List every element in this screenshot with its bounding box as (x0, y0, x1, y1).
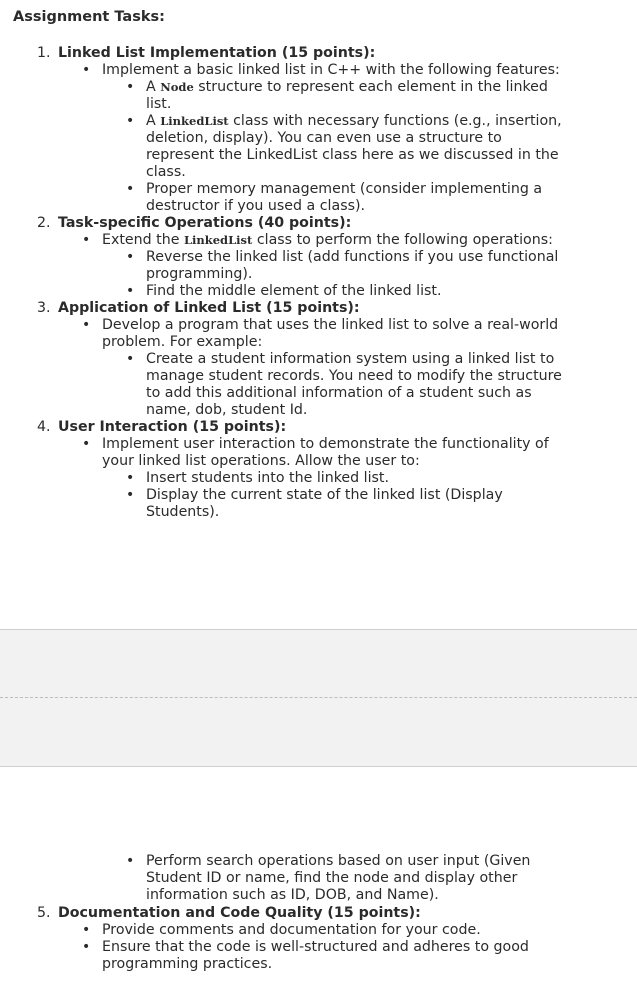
task-4-sub-1: Insert students into the linked list. (146, 470, 389, 486)
task-1-sub-1-line-2: list. (146, 96, 172, 112)
task-5-bullet-2-line-2: programming practices. (102, 956, 273, 972)
task-3-sub-1-line-3: to add this additional information of a student such as (146, 385, 532, 401)
task-2-number: 2. (37, 215, 51, 231)
task-1-number: 1. (37, 45, 51, 61)
task-3-sub-1-line-4: name, dob, student Id. (146, 402, 308, 418)
page-break-bottom (0, 698, 637, 767)
bullet-icon: • (126, 487, 135, 503)
task-1-sub-3-line-2: destructor if you used a class). (146, 198, 366, 214)
task-2-sub-1-line-1: Reverse the linked list (add functions if you use functional (146, 249, 559, 265)
task-3-bullet-1-line-1: Develop a program that uses the linked list to solve a real-world (102, 317, 559, 333)
task-3-title: Application of Linked List (15 points): (58, 300, 360, 316)
bullet-icon: • (126, 113, 135, 129)
bullet-icon: • (82, 436, 91, 452)
task-3-bullet-1-line-2: problem. For example: (102, 334, 263, 350)
task-4-sub-3-line-3: information such as ID, DOB, and Name). (146, 887, 439, 903)
bullet-icon: • (126, 249, 135, 265)
bullet-icon: • (126, 853, 135, 869)
bullet-icon: • (82, 232, 91, 248)
task-2-bullet-1: Extend the LinkedList class to perform the following operations: (102, 232, 553, 248)
task-3-number: 3. (37, 300, 51, 316)
task-1-sub-2-line-4: class. (146, 164, 186, 180)
task-4-sub-2-line-2: Students). (146, 504, 220, 520)
node-code: Node (160, 80, 194, 94)
task-5-title: Documentation and Code Quality (15 points): (58, 905, 421, 921)
task-5-number: 5. (37, 905, 51, 921)
task-1-sub-2-line-2: deletion, display). You can even use a structure to (146, 130, 502, 146)
task-4-bullet-1-line-2: your linked list operations. Allow the user to: (102, 453, 420, 469)
bullet-icon: • (82, 939, 91, 955)
task-3-sub-1-line-2: manage student records. You need to modify the structure (146, 368, 562, 384)
task-1-sub-1-line-1: A Node structure to represent each element in the linked (146, 79, 548, 95)
task-4-sub-2-line-1: Display the current state of the linked list (Display (146, 487, 503, 503)
task-1-bullet-1: Implement a basic linked list in C++ with the following features: (102, 62, 560, 78)
task-4-sub-3-line-1: Perform search operations based on user input (Given (146, 853, 531, 869)
page-heading: Assignment Tasks: (13, 9, 165, 25)
task-4-sub-3-line-2: Student ID or name, find the node and display other (146, 870, 518, 886)
task-4-bullet-1-line-1: Implement user interaction to demonstrate the functionality of (102, 436, 549, 452)
linkedlist-code: LinkedList (160, 114, 229, 128)
bullet-icon: • (82, 922, 91, 938)
task-1-sub-3-line-1: Proper memory management (consider implementing a (146, 181, 543, 197)
task-2-sub-1-line-2: programming). (146, 266, 253, 282)
task-5-bullet-1: Provide comments and documentation for your code. (102, 922, 481, 938)
bullet-icon: • (126, 351, 135, 367)
bullet-icon: • (126, 181, 135, 197)
linkedlist-code: LinkedList (183, 233, 253, 247)
page-break-top (0, 629, 637, 698)
task-1-sub-2-line-1: A LinkedList class with necessary functions (e.g., insertion, (146, 113, 562, 129)
bullet-icon: • (82, 317, 91, 333)
bullet-icon: • (126, 470, 135, 486)
task-1-sub-2-line-3: represent the LinkedList class here as we discussed in the (146, 147, 559, 163)
bullet-icon: • (82, 62, 91, 78)
task-4-title: User Interaction (15 points): (58, 419, 287, 435)
bullet-icon: • (126, 283, 135, 299)
task-5-bullet-2-line-1: Ensure that the code is well-structured and adheres to good (102, 939, 529, 955)
task-4-number: 4. (37, 419, 51, 435)
task-2-title: Task-specific Operations (40 points): (58, 215, 352, 231)
task-2-sub-2: Find the middle element of the linked list. (146, 283, 442, 299)
task-3-sub-1-line-1: Create a student information system using a linked list to (146, 351, 555, 367)
task-1-title: Linked List Implementation (15 points): (58, 45, 376, 61)
bullet-icon: • (126, 79, 135, 95)
